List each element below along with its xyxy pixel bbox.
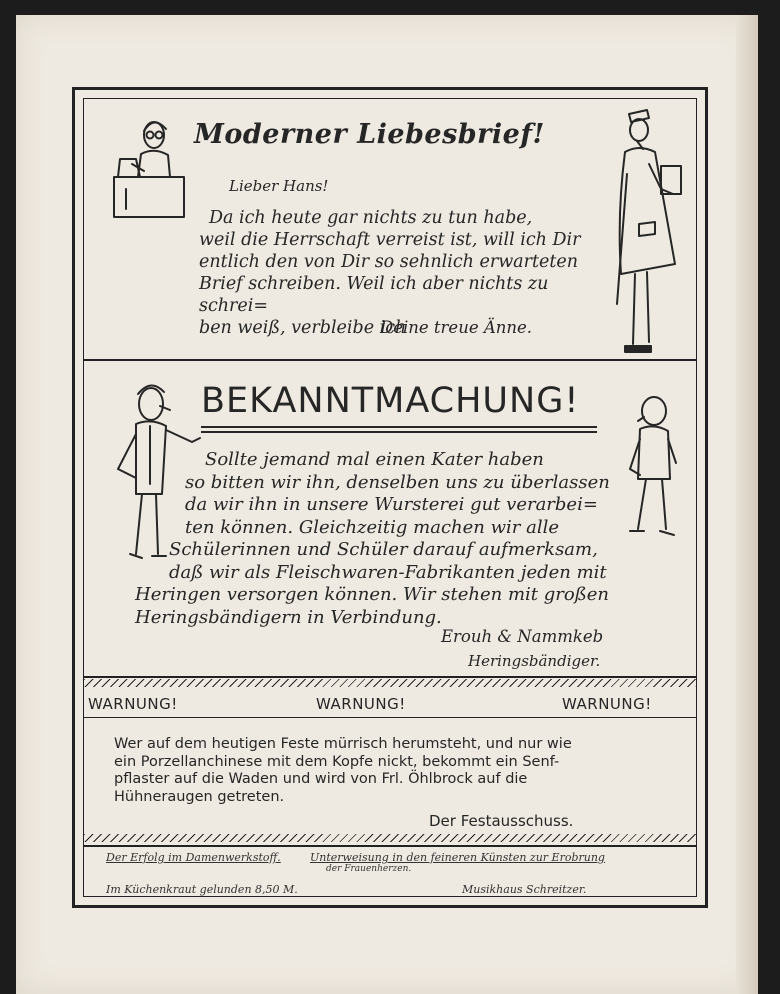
notice-title-underline [201, 426, 597, 428]
footer-item-3: Im Küchenkraut gelunden 8,50 M. [106, 883, 298, 896]
notice-title: BEKANNTMACHUNG! [201, 381, 580, 421]
warning-label-rule [84, 717, 696, 718]
notice-line: ten können. Gleichzeitig machen wir alle [185, 516, 559, 538]
warning-label-right: WARNUNG! [562, 695, 652, 713]
warning-body [114, 736, 674, 806]
warning-label-center: WARNUNG! [316, 695, 406, 713]
warning-signature: Der Festausschuss. [429, 812, 574, 830]
page-frame [72, 87, 708, 908]
hatched-border-bottom [84, 834, 696, 842]
warning-line: pflaster auf die Waden und wird von Frl. Öhlbrock auf die [114, 771, 528, 787]
warning-line: Wer auf dem heutigen Feste mürrisch herumsteht, und nur wie [114, 736, 572, 752]
warning-line: Hühneraugen getreten. [114, 788, 285, 805]
letter-greeting: Lieber Hans! [229, 177, 329, 195]
notice-line: Heringsbändigern in Verbindung. [135, 606, 442, 628]
letter-line: Da ich heute gar nichts zu tun habe, [209, 208, 533, 228]
letter-line: weil die Herrschaft verreist ist, will ich Dir [199, 230, 581, 250]
letter-line: Brief schreiben. Weil ich aber nichts zu schrei= [199, 274, 549, 316]
page [16, 15, 758, 994]
notice-line: so bitten wir ihn, denselben uns zu überlassen [185, 471, 610, 493]
warning-line: ein Porzellanchinese mit dem Kopfe nickt, bekommt ein Senf- [114, 753, 560, 770]
footer-item-2b: der Frauenherzen. [326, 864, 412, 874]
notice-line: Sollte jemand mal einen Kater haben [205, 449, 544, 470]
footer-item-1: Der Erfolg im Damenwerkstoff. [106, 851, 281, 864]
notice-line: Schülerinnen und Schüler darauf aufmerksam, [169, 539, 598, 560]
letter-signature: Deine treue Änne. [380, 318, 533, 337]
notice-line: da wir ihn in unsere Wursterei gut verarbei= [185, 494, 598, 515]
footer-item-4: Musikhaus Schreitzer. [462, 883, 587, 896]
notice-line: Heringen versorgen können. Wir stehen mit großen [135, 584, 609, 605]
maid-at-desk-illustration [96, 109, 186, 224]
notice-body [135, 449, 689, 629]
letter-line: ben weiß, verbleibe ich [199, 318, 407, 338]
section-divider [84, 676, 696, 678]
footer-item-2: Unterweisung in den feineren Künsten zur Erobrung [310, 851, 605, 864]
hatched-border-top [84, 679, 696, 687]
notice-signature-title: Heringsbändiger. [468, 652, 601, 670]
notice-signature: Erouh & Nammkeb [441, 627, 604, 646]
old-man-illustration [614, 389, 694, 549]
letter-title: Moderner Liebesbrief! [194, 119, 545, 150]
inner-frame [83, 98, 697, 897]
notice-title-underline-2 [201, 431, 597, 433]
letter-line: entlich den von Dir so sehnlich erwarteten [199, 252, 579, 272]
section-divider [84, 359, 696, 361]
gentleman-coat-illustration [599, 104, 689, 359]
warning-label-left: WARNUNG! [88, 695, 178, 713]
notice-line: daß wir als Fleischwaren-Fabrikanten jeden mit [169, 561, 607, 583]
page-spine [736, 15, 758, 994]
section-divider [84, 845, 696, 847]
